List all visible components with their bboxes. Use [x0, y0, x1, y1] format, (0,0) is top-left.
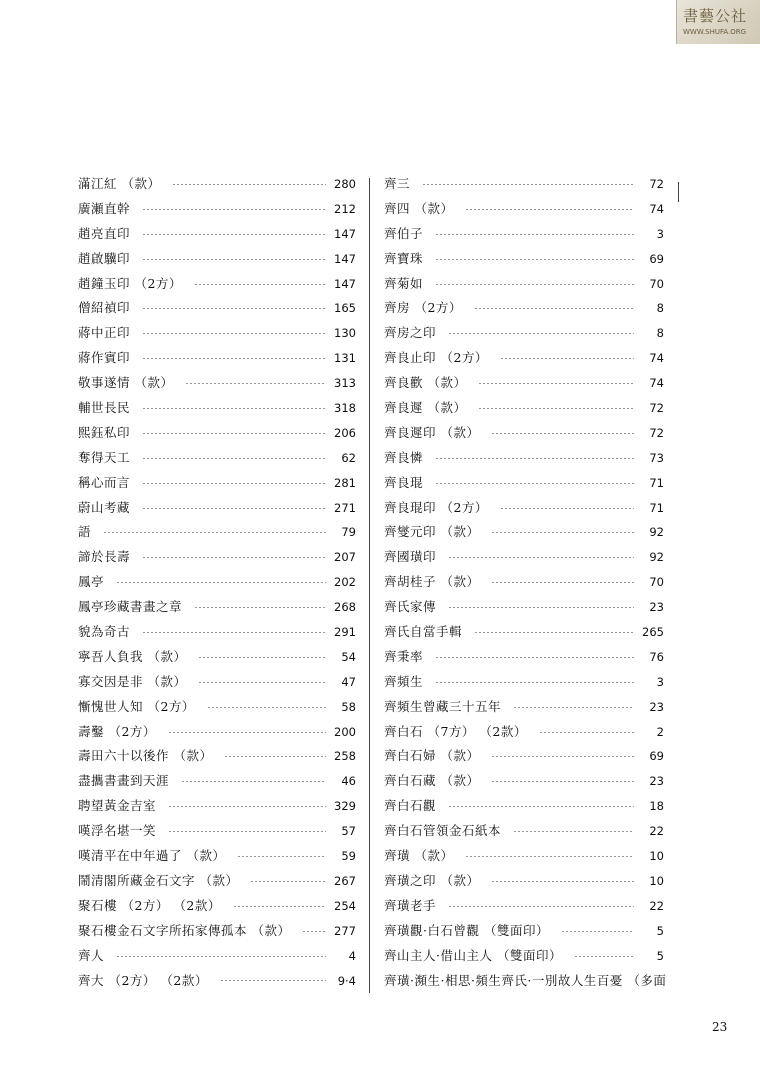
leader-dots — [142, 433, 326, 434]
leader-dots — [513, 831, 634, 832]
entry-page: 92 — [649, 525, 664, 540]
index-entry — [384, 471, 664, 496]
index-entry — [78, 346, 356, 371]
entry-name: 齊頻生 — [384, 673, 424, 689]
leader-dots — [181, 781, 326, 782]
index-entry — [78, 421, 356, 446]
index-entry — [78, 396, 356, 421]
leader-dots — [435, 284, 634, 285]
entry-page: 147 — [334, 226, 356, 241]
entry-name: 廣瀬直幹 — [78, 200, 131, 216]
entry-name: 齊房之印 — [384, 325, 437, 341]
leader-dots — [478, 408, 634, 409]
index-column-right — [384, 172, 667, 993]
leader-dots — [539, 732, 634, 733]
index-entry — [384, 969, 667, 994]
entry-page: 74 — [649, 201, 664, 216]
entry-page: 277 — [334, 923, 356, 938]
leader-dots — [224, 756, 326, 757]
entry-page: 79 — [341, 525, 356, 540]
index-entry — [384, 570, 664, 595]
entry-name: 齊璜之印 （款） — [384, 872, 480, 888]
leader-dots — [142, 358, 326, 359]
entry-page: 74 — [649, 376, 664, 391]
index-entry — [384, 744, 664, 769]
entry-name: 齊秉率 — [384, 648, 424, 664]
entry-name: 齊伯子 — [384, 225, 424, 241]
entry-name: 齊良琨 — [384, 474, 424, 490]
entry-name: 齊頻生曾藏三十五年 — [384, 698, 502, 714]
index-entry — [78, 944, 356, 969]
entry-name: 寧吾人負我 （款） — [78, 648, 187, 664]
index-entry — [384, 197, 664, 222]
index-entry — [384, 545, 664, 570]
entry-page: 200 — [334, 724, 356, 739]
leader-dots — [168, 831, 326, 832]
index-entry — [78, 720, 356, 745]
entry-name: 鳳亭 — [78, 574, 105, 590]
leader-dots — [435, 458, 634, 459]
index-entry — [78, 769, 356, 794]
entry-page: 291 — [334, 625, 356, 640]
entry-name: 齊白石藏 （款） — [384, 773, 480, 789]
entry-name: 僧紹禎印 — [78, 300, 131, 316]
entry-name: 齊人 — [78, 947, 105, 963]
entry-name: 齊良遲印 （款） — [384, 424, 480, 440]
entry-name: 嘆浮名堪一笑 — [78, 823, 157, 839]
index-entry — [384, 720, 664, 745]
index-entry — [384, 371, 664, 396]
index-entry — [384, 520, 664, 545]
index-entry — [384, 396, 664, 421]
leader-dots — [142, 209, 326, 210]
leader-dots — [116, 582, 326, 583]
index-entry — [78, 844, 356, 869]
index-entry — [78, 520, 356, 545]
entry-name: 諦於長壽 — [78, 549, 131, 565]
entry-page: 46 — [341, 774, 356, 789]
leader-dots — [491, 532, 634, 533]
entry-name: 齊菊如 — [384, 275, 424, 291]
entry-name: 齊氏家傳 — [384, 599, 437, 615]
leader-dots — [198, 682, 326, 683]
entry-page: 130 — [334, 326, 356, 341]
entry-page: 76 — [649, 649, 664, 664]
leader-dots — [448, 607, 634, 608]
index-entry — [384, 844, 664, 869]
index-entry — [78, 296, 356, 321]
leader-dots — [448, 333, 634, 334]
leader-dots — [491, 881, 634, 882]
index-entry — [78, 794, 356, 819]
entry-name: 齊白石婦 （款） — [384, 748, 480, 764]
index-entry — [384, 421, 664, 446]
index-entry — [78, 670, 356, 695]
leader-dots — [491, 756, 634, 757]
leader-dots — [142, 557, 326, 558]
index-entry — [78, 247, 356, 272]
entry-page: 54 — [341, 649, 356, 664]
leader-dots — [220, 980, 326, 981]
entry-page: 47 — [341, 674, 356, 689]
entry-name: 盡攜書畫到天涯 — [78, 773, 170, 789]
leader-dots — [207, 707, 326, 708]
index-entry — [78, 645, 356, 670]
entry-name: 齊璜 （款） — [384, 848, 454, 864]
entry-page: 254 — [334, 898, 356, 913]
index-entry — [78, 371, 356, 396]
entry-page: 281 — [334, 475, 356, 490]
watermark-title: 書藝公社 — [683, 7, 748, 25]
entry-page: 74 — [649, 351, 664, 366]
leader-dots — [465, 856, 634, 857]
entry-page: 131 — [334, 351, 356, 366]
entry-name: 齊良止印 （2方） — [384, 350, 488, 366]
entry-name: 鬧清閣所藏金石文字 （款） — [78, 872, 239, 888]
entry-name: 熙鈺私印 — [78, 424, 131, 440]
index-entry — [384, 446, 664, 471]
entry-page: 59 — [341, 849, 356, 864]
leader-dots — [142, 333, 326, 334]
leader-dots — [435, 483, 634, 484]
index-entry — [384, 321, 664, 346]
entry-page: 313 — [334, 376, 356, 391]
index-entry — [384, 794, 664, 819]
leader-dots — [116, 956, 326, 957]
entry-name: 齊三 — [384, 176, 411, 191]
leader-dots — [172, 184, 326, 185]
entry-name: 齊良遲 （款） — [384, 400, 467, 416]
index-entry — [78, 321, 356, 346]
entry-page: 280 — [334, 177, 356, 191]
entry-page: 58 — [341, 699, 356, 714]
entry-page: 10 — [649, 849, 664, 864]
entry-name: 寡交因是非 （款） — [78, 673, 187, 689]
leader-dots — [561, 931, 634, 932]
entry-name: 趙鐘玉印 （2方） — [78, 275, 182, 291]
leader-dots — [142, 234, 326, 235]
index-entry — [384, 919, 664, 944]
entry-page: 62 — [341, 450, 356, 465]
page-number: 23 — [712, 1020, 728, 1034]
index-entry — [78, 595, 356, 620]
leader-dots — [168, 806, 326, 807]
index-entry — [384, 645, 664, 670]
entry-page: 3 — [656, 674, 664, 689]
leader-dots — [198, 657, 326, 658]
entry-name: 齊氏自當手輯 — [384, 624, 463, 640]
index-entry — [78, 446, 356, 471]
index-entry — [78, 919, 356, 944]
entry-name: 齊璜老手 — [384, 897, 437, 913]
entry-name: 齊燮元印 （款） — [384, 524, 480, 540]
index-entry — [384, 620, 664, 645]
entry-page: 10 — [649, 873, 664, 888]
entry-page: 57 — [341, 824, 356, 839]
entry-page: 2 — [656, 724, 664, 739]
entry-name: 蔚山考藏 — [78, 499, 131, 515]
entry-name: 齊白石 （7方） （2款） — [384, 723, 527, 739]
leader-dots — [142, 508, 326, 509]
entry-page: 165 — [334, 301, 356, 316]
leader-dots — [142, 308, 326, 309]
index-entry — [78, 545, 356, 570]
entry-name: 蔣中正印 — [78, 325, 131, 341]
entry-page: 267 — [334, 873, 356, 888]
entry-name: 齊寶珠 — [384, 250, 424, 266]
entry-page: 202 — [334, 575, 356, 590]
watermark-url: WWW.SHUFA.ORG — [683, 28, 747, 36]
margin-mark — [678, 182, 679, 202]
entry-page: 4 — [348, 948, 356, 963]
entry-page: 265 — [642, 625, 664, 640]
entry-page: 71 — [649, 475, 664, 490]
index-entry — [384, 296, 664, 321]
entry-name: 齊璜·瀕生·相思·頻生齊氏·一別故人生百憂 （多面 — [384, 972, 667, 988]
leader-dots — [233, 906, 326, 907]
entry-name: 趙啟驥印 — [78, 250, 131, 266]
entry-name: 輔世長民 — [78, 400, 131, 416]
entry-name: 齊璜觀·白石曾觀 （雙面印） — [384, 922, 549, 938]
entry-page: 271 — [334, 500, 356, 515]
entry-page: 22 — [649, 898, 664, 913]
leader-dots — [448, 906, 634, 907]
leader-dots — [500, 358, 634, 359]
index-entry — [78, 894, 356, 919]
index-entry — [384, 172, 664, 197]
index-column-left — [78, 172, 356, 993]
index-entry — [78, 570, 356, 595]
entry-page: 92 — [649, 550, 664, 565]
leader-dots — [103, 532, 326, 533]
index-entry — [384, 894, 664, 919]
entry-name: 鳳亭珍藏書畫之章 — [78, 599, 183, 615]
index-entry — [78, 869, 356, 894]
entry-name: 齊白石觀 — [384, 798, 437, 814]
entry-page: 23 — [649, 600, 664, 615]
index-entry — [78, 744, 356, 769]
index-entry — [384, 769, 664, 794]
entry-page: 72 — [649, 401, 664, 416]
leader-dots — [435, 234, 634, 235]
leader-dots — [422, 184, 634, 185]
leader-dots — [142, 483, 326, 484]
index-entry — [78, 471, 356, 496]
entry-name: 嘆清平在中年過了 （款） — [78, 848, 226, 864]
index-entry — [78, 272, 356, 297]
index-entry — [384, 695, 664, 720]
index-entry — [78, 695, 356, 720]
entry-page: 9·4 — [337, 973, 356, 988]
entry-name: 壽田六十以後作 （款） — [78, 748, 213, 764]
index-entry — [384, 222, 664, 247]
leader-dots — [435, 657, 634, 658]
index-entry — [384, 346, 664, 371]
index-entry — [384, 670, 664, 695]
entry-name: 齊良琨印 （2方） — [384, 499, 488, 515]
entry-name: 蔣作賓印 — [78, 350, 131, 366]
leader-dots — [185, 383, 326, 384]
entry-name: 貌為奇古 — [78, 624, 131, 640]
leader-dots — [474, 308, 634, 309]
leader-dots — [491, 781, 634, 782]
leader-dots — [237, 856, 326, 857]
leader-dots — [142, 259, 326, 260]
leader-dots — [474, 632, 634, 633]
entry-name: 奪得天工 — [78, 449, 131, 465]
entry-page: 23 — [649, 699, 664, 714]
index-entry — [384, 869, 664, 894]
leader-dots — [168, 732, 326, 733]
entry-page: 258 — [334, 749, 356, 764]
entry-name: 語 — [78, 524, 92, 540]
entry-page: 18 — [649, 799, 664, 814]
entry-page: 70 — [649, 276, 664, 291]
entry-page: 268 — [334, 600, 356, 615]
entry-page: 147 — [334, 276, 356, 291]
entry-page: 72 — [649, 177, 664, 191]
index-entry — [78, 197, 356, 222]
index-entry — [384, 272, 664, 297]
entry-page: 329 — [334, 799, 356, 814]
entry-name: 壽鑿 （2方） — [78, 723, 156, 739]
watermark-logo — [676, 0, 760, 44]
leader-dots — [194, 284, 326, 285]
entry-page: 212 — [334, 201, 356, 216]
entry-page: 8 — [656, 301, 664, 316]
entry-name: 齊良歡 （款） — [384, 375, 467, 391]
leader-dots — [478, 383, 634, 384]
index-entry — [78, 620, 356, 645]
entry-page: 70 — [649, 575, 664, 590]
entry-page: 8 — [656, 326, 664, 341]
entry-page: 69 — [649, 251, 664, 266]
index-entry — [78, 969, 356, 994]
index-entry — [78, 819, 356, 844]
leader-dots — [574, 956, 634, 957]
entry-name: 趙亮直印 — [78, 225, 131, 241]
entry-page: 206 — [334, 425, 356, 440]
leader-dots — [250, 881, 326, 882]
entry-name: 齊良憐 — [384, 449, 424, 465]
entry-page: 22 — [649, 824, 664, 839]
entry-name: 齊四 （款） — [384, 200, 454, 216]
entry-page: 71 — [649, 500, 664, 515]
entry-name: 稱心而言 — [78, 474, 131, 490]
leader-dots — [491, 433, 634, 434]
index-entry — [384, 496, 664, 521]
leader-dots — [435, 259, 634, 260]
entry-page: 23 — [649, 774, 664, 789]
index-entry — [384, 819, 664, 844]
leader-dots — [500, 508, 634, 509]
entry-name: 齊白石管領金石紙本 — [384, 823, 502, 839]
leader-dots — [448, 806, 634, 807]
entry-page: 5 — [656, 923, 664, 938]
leader-dots — [194, 607, 326, 608]
index-entry — [384, 247, 664, 272]
index-entry — [384, 944, 664, 969]
entry-name: 聚石樓金石文字所拓家傳孤本 （款） — [78, 922, 291, 938]
entry-page: 147 — [334, 251, 356, 266]
entry-page: 318 — [334, 401, 356, 416]
entry-page: 207 — [334, 550, 356, 565]
leader-dots — [465, 209, 634, 210]
leader-dots — [142, 632, 326, 633]
leader-dots — [142, 458, 326, 459]
entry-name: 聘望黃金吉室 — [78, 798, 157, 814]
entry-name: 齊山主人·借山主人 （雙面印） — [384, 947, 562, 963]
entry-page: 3 — [656, 226, 664, 241]
entry-name: 齊房 （2方） — [384, 300, 462, 316]
index-entry — [78, 496, 356, 521]
entry-page: 5 — [656, 948, 664, 963]
entry-page: 69 — [649, 749, 664, 764]
entry-page: 73 — [649, 450, 664, 465]
leader-dots — [513, 707, 634, 708]
entry-name: 敬事遂情 （款） — [78, 375, 174, 391]
leader-dots — [142, 408, 326, 409]
entry-name: 滿江紅 （款） — [78, 176, 161, 191]
leader-dots — [448, 557, 634, 558]
column-divider — [369, 178, 370, 993]
entry-name: 聚石樓 （2方） （2款） — [78, 897, 221, 913]
leader-dots — [491, 582, 634, 583]
entry-name: 齊大 （2方） （2款） — [78, 972, 208, 988]
entry-name: 齊國璜印 — [384, 549, 437, 565]
index-entry — [78, 222, 356, 247]
leader-dots — [302, 931, 326, 932]
entry-name: 齊胡桂子 （款） — [384, 574, 480, 590]
index-entry — [78, 172, 356, 197]
entry-page: 72 — [649, 425, 664, 440]
leader-dots — [678, 980, 686, 981]
entry-name: 慚愧世人知 （2方） — [78, 698, 195, 714]
index-entry — [384, 595, 664, 620]
leader-dots — [435, 682, 634, 683]
